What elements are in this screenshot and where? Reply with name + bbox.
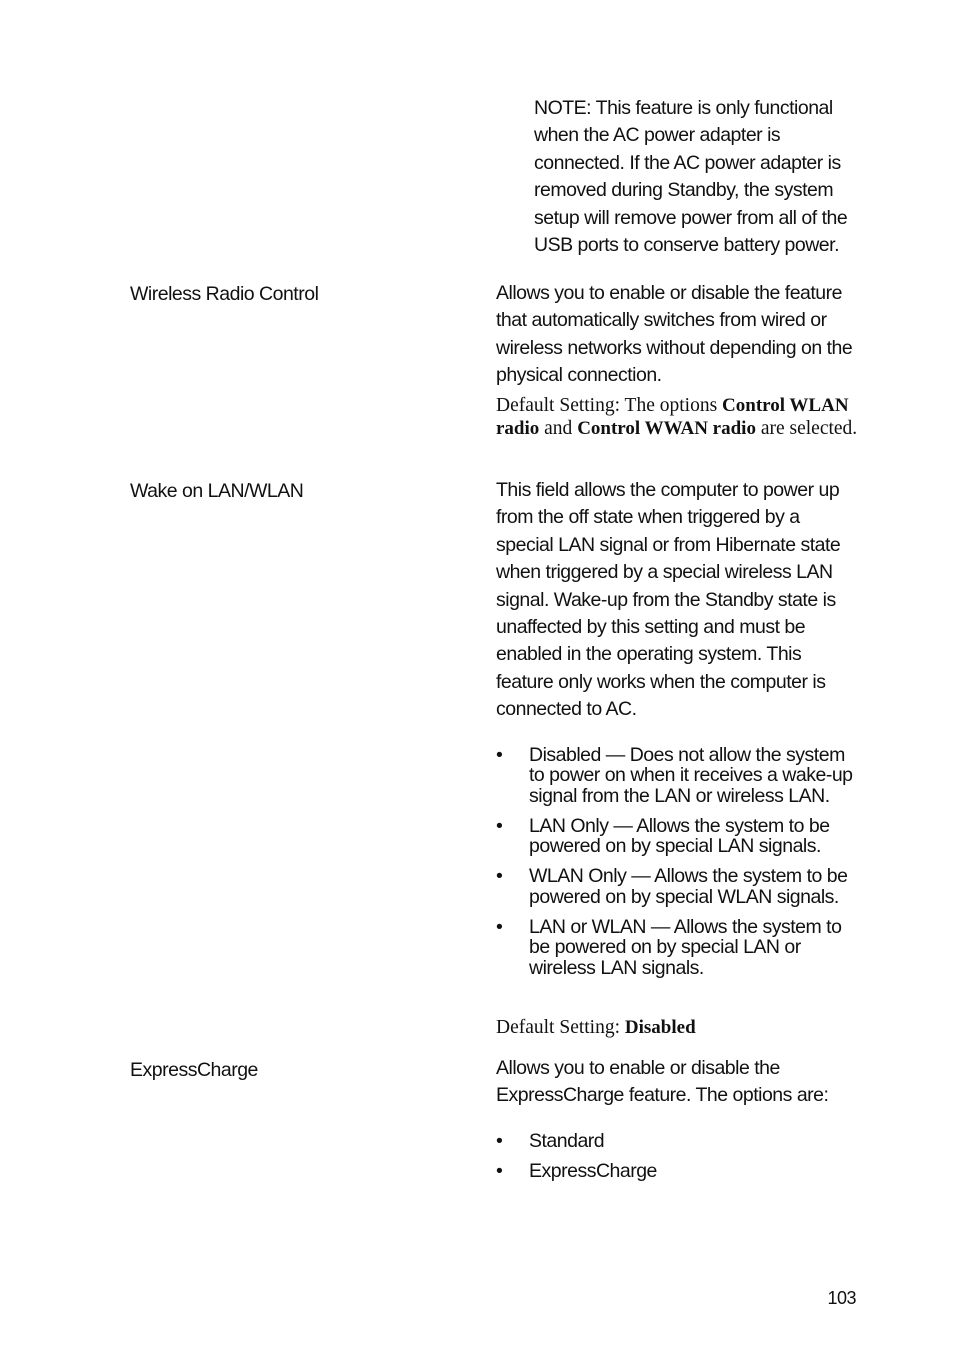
list-item: • LAN Only — Allows the system to be powered on by special LAN signals. <box>496 816 858 857</box>
wake-on-lan-label: Wake on LAN/WLAN <box>130 480 304 502</box>
wake-on-lan-default: Default Setting: Disabled <box>496 1017 696 1038</box>
list-item: • Disabled — Does not allow the system to power on when it receives a wake-up signal from the LAN or wireless LAN. <box>496 745 858 806</box>
option-control-wwan-radio: Control WWAN radio <box>577 417 756 439</box>
wireless-radio-control-default: Default Setting: The options Control WLAN radio and Control WWAN radio are selected. <box>496 395 858 439</box>
default-value-disabled: Disabled <box>624 1017 696 1038</box>
note-block <box>534 95 864 259</box>
page-number: 103 <box>827 1288 856 1308</box>
note-text: This feature is only functional when the AC power adapter is connected. If the AC power adapter is removed during Standby, the system setup will remove power from all of the USB ports to conserve battery power. <box>534 97 848 257</box>
list-item: • LAN or WLAN — Allows the system to be powered on by special LAN or wireless LAN signals. <box>496 917 858 978</box>
list-item: • WLAN Only — Allows the system to be powered on by special WLAN signals. <box>496 866 858 907</box>
expresscharge-options <box>496 1131 858 1182</box>
list-item: • Standard <box>496 1131 858 1151</box>
option-control-wlan-radio: Control WLAN radio <box>496 395 849 439</box>
expresscharge-description: Allows you to enable or disable the ExpressCharge feature. The options are: <box>496 1057 829 1107</box>
wireless-radio-control-description: Allows you to enable or disable the feature that automatically switches from wired or wireless networks without depending on the physical connection. <box>496 282 853 387</box>
wake-on-lan-description: This field allows the computer to power up from the off state when triggered by a special LAN signal or from Hibernate state when triggered by a special wireless LAN signal. Wake-up from the Standby state is unaffected by this setting and must be enabled in the operating system. This feature only works when the computer is connected to AC. <box>496 479 841 721</box>
list-item: • ExpressCharge <box>496 1161 858 1181</box>
note-label: NOTE: <box>534 97 592 119</box>
expresscharge-label: ExpressCharge <box>130 1059 258 1081</box>
wireless-radio-control-label: Wireless Radio Control <box>130 283 319 305</box>
wake-on-lan-options <box>496 745 858 978</box>
